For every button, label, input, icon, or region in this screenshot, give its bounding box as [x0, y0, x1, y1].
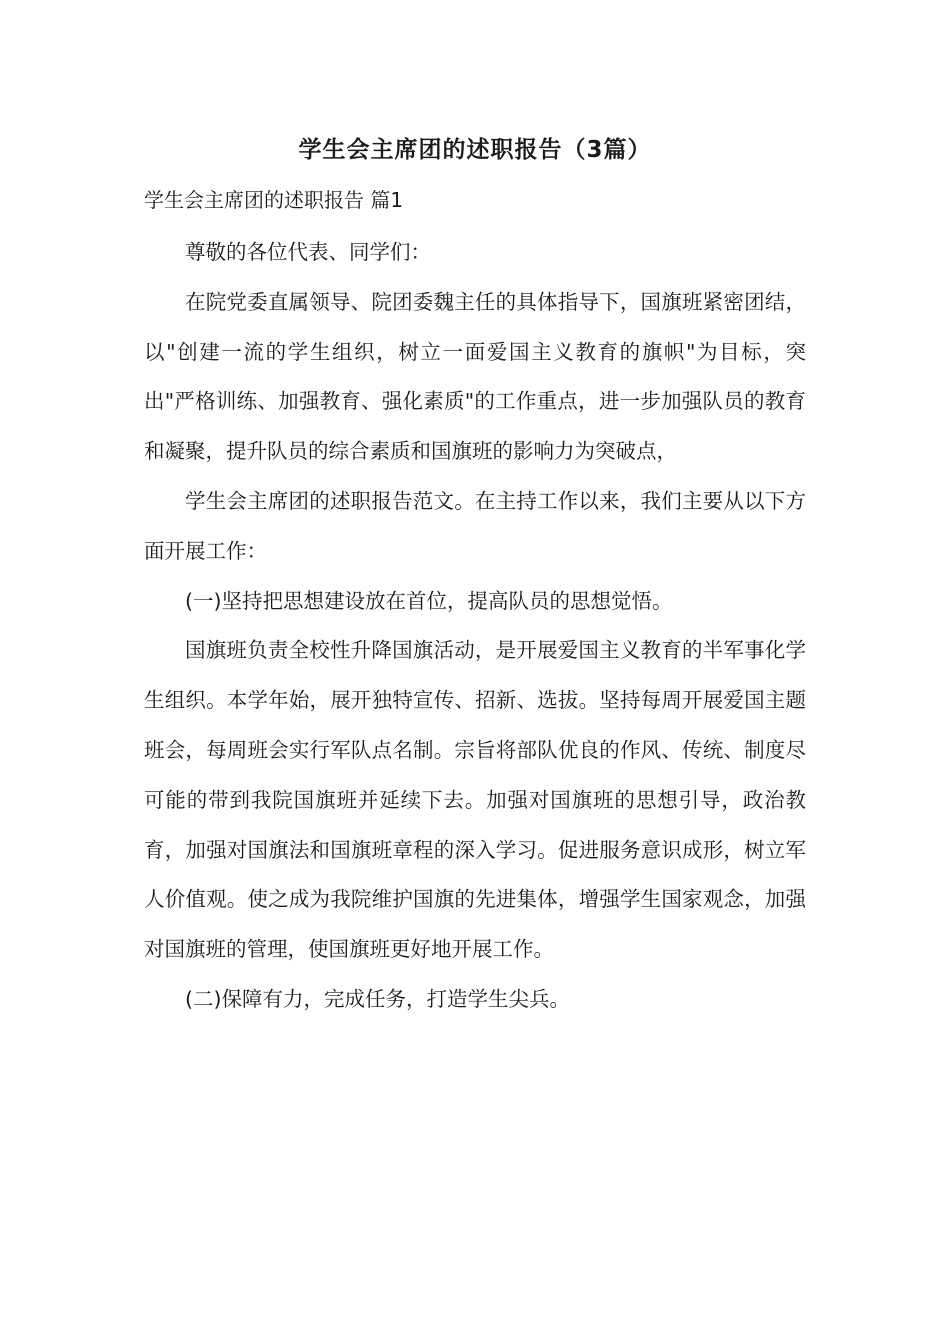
document-title: 学生会主席团的述职报告（3篇）: [298, 137, 652, 163]
paragraph-overview: 学生会主席团的述职报告范文。在主持工作以来，我们主要从以下方面开展工作：: [144, 488, 806, 563]
document-body: [144, 228, 806, 1025]
paragraph-intro: 在院党委直属领导、院团委魏主任的具体指导下，国旗班紧密团结，以"创建一流的学生组织，树立一面爱国主义教育的旗帜"为目标，突出"严格训练、加强教育、强化素质"的工作重点，进一步加强队员的教育和凝聚，提升队员的综合素质和国旗班的影响力为突破点，: [144, 289, 806, 464]
document-subtitle: 学生会主席团的述职报告 篇1: [144, 188, 404, 212]
paragraph-section-two-heading: (二)保障有力，完成任务，打造学生尖兵。: [185, 986, 570, 1011]
paragraph-section-one-heading: (一)坚持把思想建设放在首位，提高队员的思想觉悟。: [185, 588, 673, 613]
paragraph-section-one-body: 国旗班负责全校性升降国旗活动，是开展爱国主义教育的半军事化学生组织。本学年始，展开独特宣传、招新、选拔。坚持每周开展爱国主题班会，每周班会实行军队点名制。宗旨将部队优良的作风、传统、制度尽可能的带到我院国旗班并延续下去。加强对国旗班的思想引导，政治教育，加强对国旗法和国旗班章程的深入学习。促进服务意识成形，树立军人价值观。使之成为我院维护国旗的先进集体，增强学生国家观念，加强对国旗班的管理，使国旗班更好地开展工作。: [144, 638, 806, 962]
paragraph-greeting: 尊敬的各位代表、同学们：: [185, 240, 431, 264]
